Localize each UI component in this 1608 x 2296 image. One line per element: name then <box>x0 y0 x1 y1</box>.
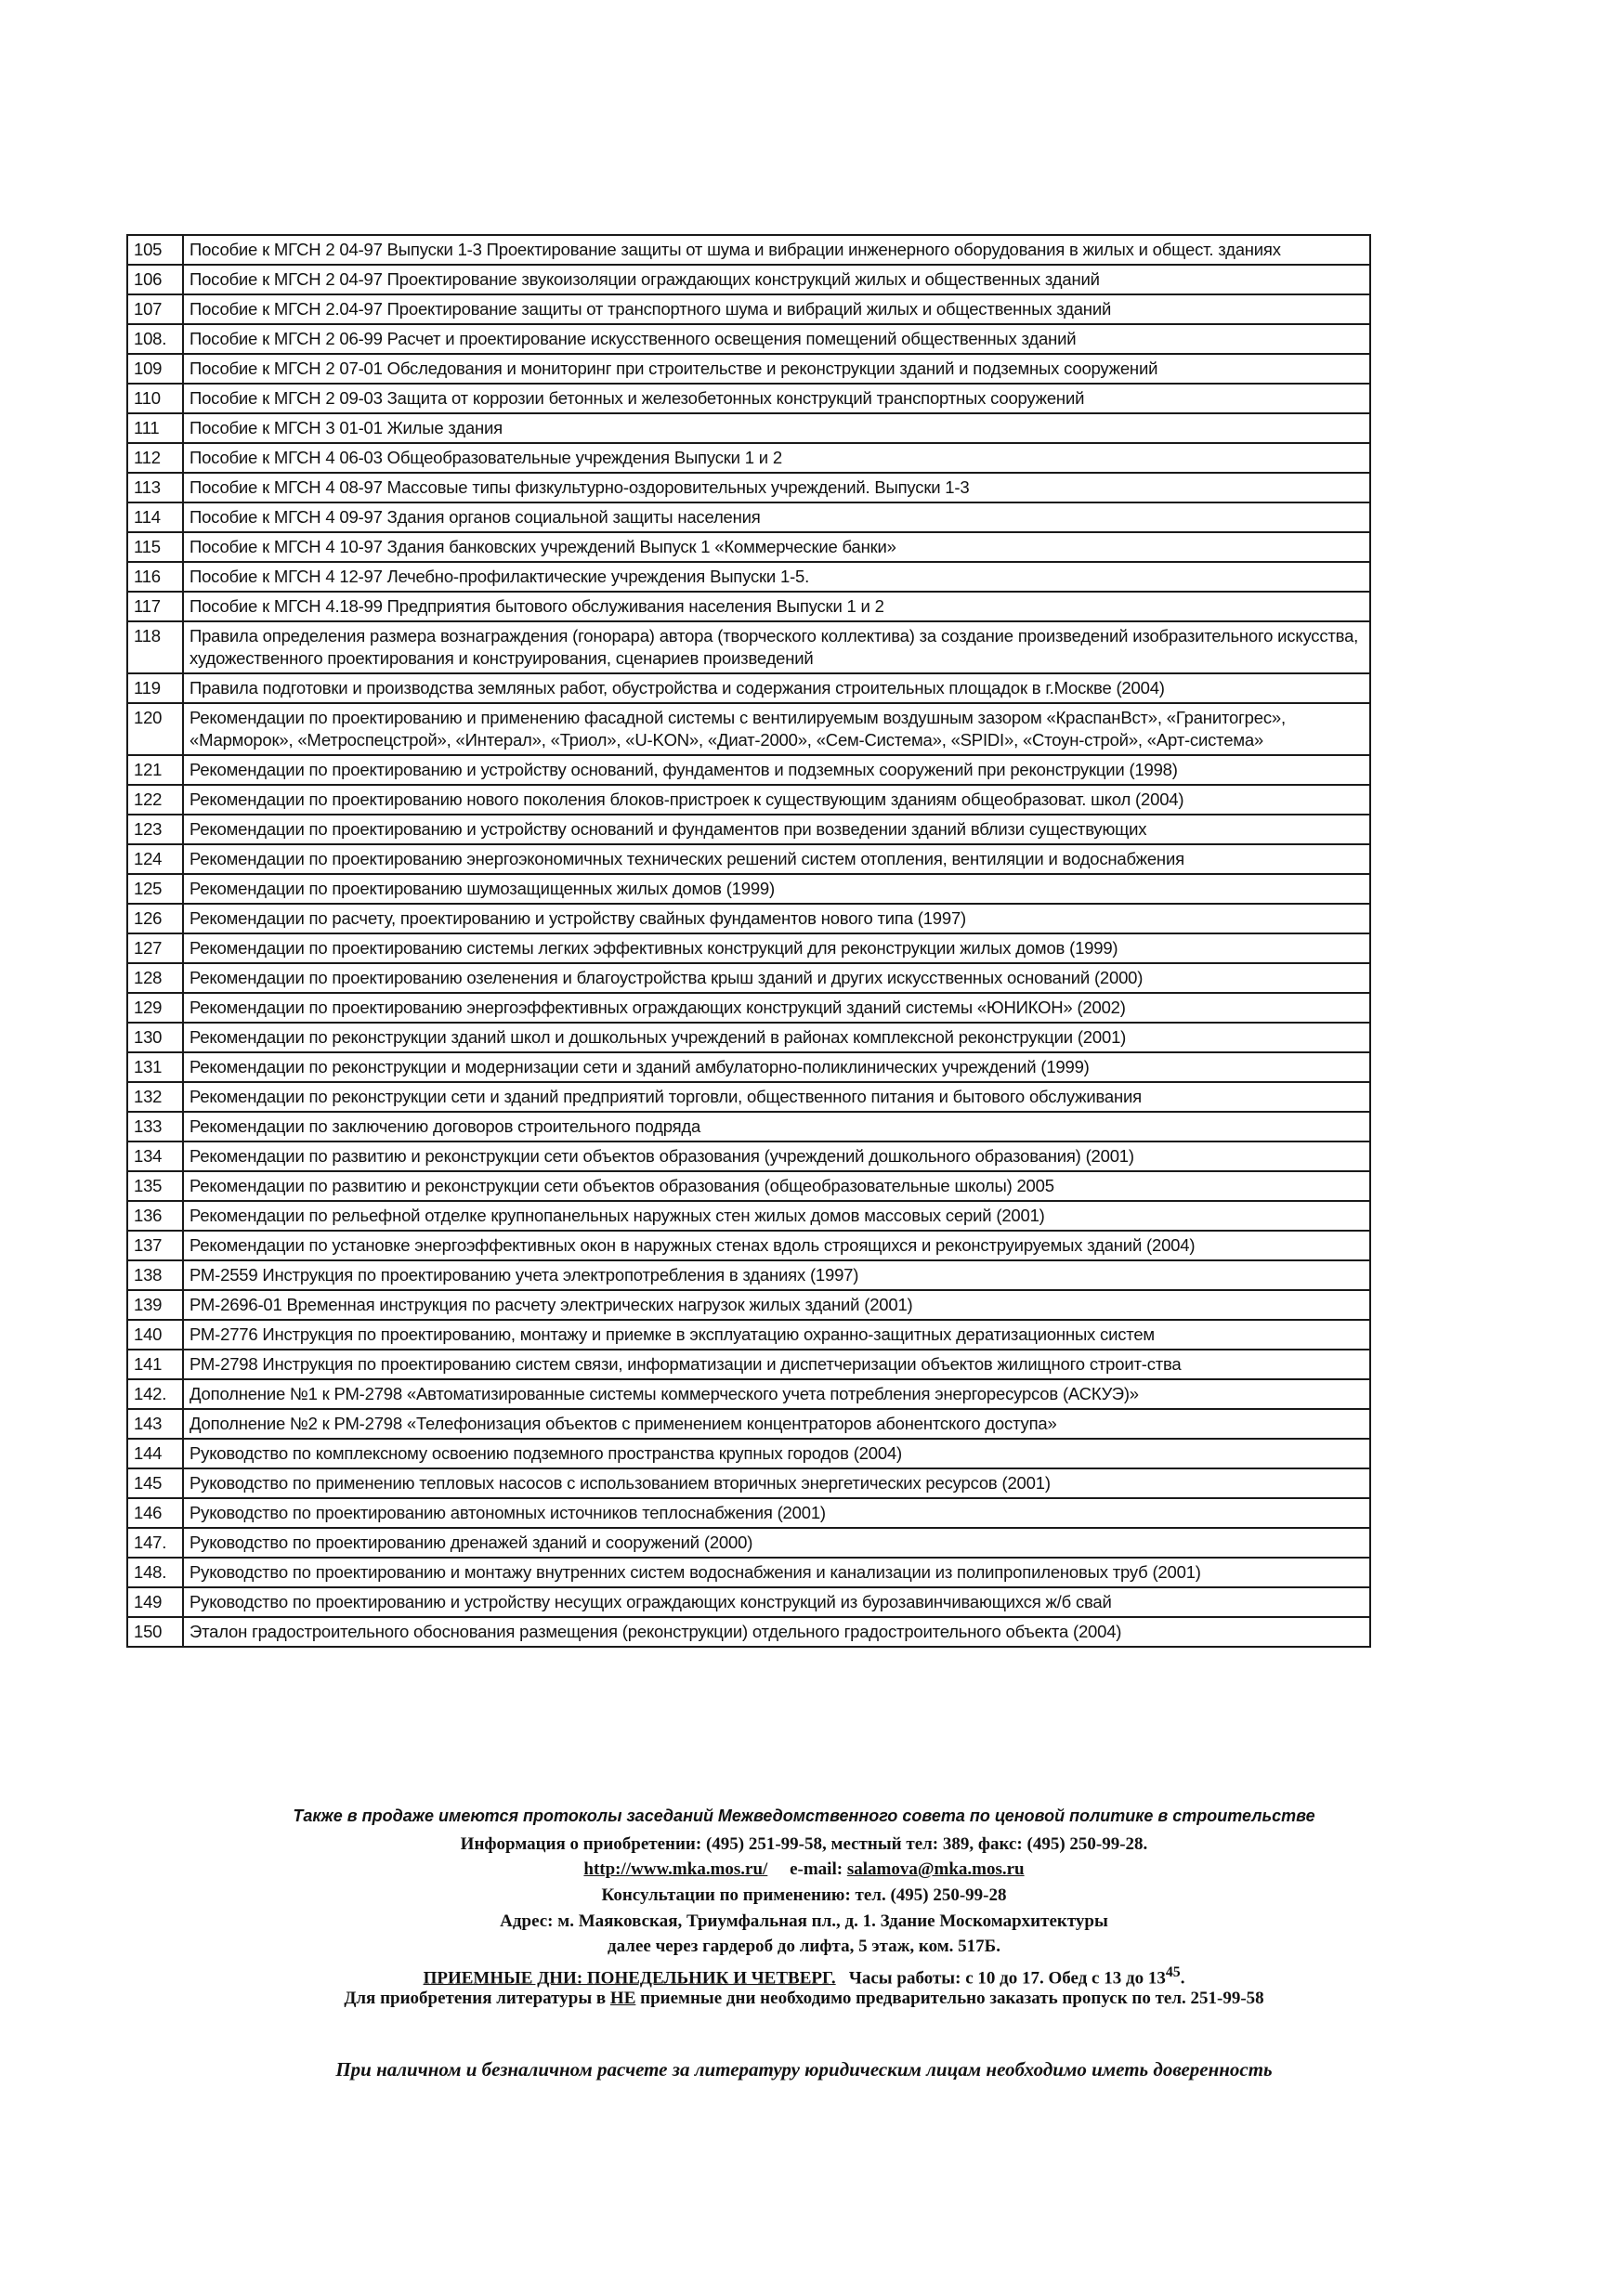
row-title: РМ-2776 Инструкция по проектированию, монтажу и приемке в эксплуатацию охранно-защитных дератизационных систем <box>183 1320 1370 1350</box>
reception-days: ПРИЕМНЫЕ ДНИ: ПОНЕДЕЛЬНИК И ЧЕТВЕРГ. <box>423 1968 836 1989</box>
row-title: Рекомендации по проектированию и устройству оснований и фундаментов при возведении зданий вблизи существующих <box>183 815 1370 844</box>
table-row <box>127 673 1370 703</box>
table-row <box>127 1617 1370 1647</box>
row-number: 144 <box>127 1439 183 1468</box>
row-title: Пособие к МГСН 2 04-97 Выпуски 1-3 Проектирование защиты от шума и вибрации инженерного оборудования в жилых и общест. зданиях <box>183 235 1370 265</box>
row-number: 143 <box>127 1409 183 1439</box>
table-row <box>127 1112 1370 1141</box>
row-number: 120 <box>127 703 183 755</box>
row-number: 145 <box>127 1468 183 1498</box>
table-row <box>127 1141 1370 1171</box>
table-row <box>127 1558 1370 1587</box>
row-number: 128 <box>127 963 183 993</box>
row-number: 121 <box>127 755 183 785</box>
table-row <box>127 354 1370 384</box>
table-row <box>127 592 1370 621</box>
table-row <box>127 235 1370 265</box>
row-number: 142. <box>127 1379 183 1409</box>
table-row <box>127 1260 1370 1290</box>
row-number: 134 <box>127 1141 183 1171</box>
row-title: Рекомендации по проектированию энергоэкономичных технических решений систем отопления, вентиляции и водоснабжения <box>183 844 1370 874</box>
email-link[interactable]: salamova@mka.mos.ru <box>846 1859 1025 1879</box>
row-title: Пособие к МГСН 4 10-97 Здания банковских учреждений Выпуск 1 «Коммерческие банки» <box>183 532 1370 562</box>
row-number: 126 <box>127 904 183 933</box>
row-number: 107 <box>127 294 183 324</box>
reception-line: ПРИЕМНЫЕ ДНИ: ПОНЕДЕЛЬНИК И ЧЕТВЕРГ. Часы работы: с 10 до 17. Обед с 13 до $13^{45}$. <box>423 1964 1185 1989</box>
row-number: 118 <box>127 621 183 673</box>
table-row <box>127 1320 1370 1350</box>
row-title: Правила подготовки и производства земляных работ, обустройства и содержания строительных площадок в г.Москве (2004) <box>183 673 1370 703</box>
table-row <box>127 1587 1370 1617</box>
row-number: 137 <box>127 1231 183 1260</box>
row-title: Пособие к МГСН 4 06-03 Общеобразовательные учреждения Выпуски 1 и 2 <box>183 443 1370 473</box>
row-title: Дополнение №1 к РМ-2798 «Автоматизированные системы коммерческого учета потребления энергоресурсов (АСКУЭ)» <box>183 1379 1370 1409</box>
table-row <box>127 1528 1370 1558</box>
row-title: Руководство по проектированию и устройству несущих ограждающих конструкций из бурозавинчивающихся ж/б свай <box>183 1587 1370 1617</box>
sale-note: Также в продаже имеются протоколы заседаний Межведомственного совета по ценовой политике в строительстве <box>293 1807 1315 1825</box>
table-row <box>127 703 1370 755</box>
publications-table <box>126 234 1371 1648</box>
table-row <box>127 1468 1370 1498</box>
row-number: 110 <box>127 384 183 413</box>
table-row <box>127 844 1370 874</box>
table-row <box>127 562 1370 592</box>
row-number: 115 <box>127 532 183 562</box>
row-title: Пособие к МГСН 4.18-99 Предприятия бытового обслуживания населения Выпуски 1 и 2 <box>183 592 1370 621</box>
table-row <box>127 933 1370 963</box>
table-row <box>127 1350 1370 1379</box>
row-title: РМ-2696-01 Временная инструкция по расчету электрических нагрузок жилых зданий (2001) <box>183 1290 1370 1320</box>
row-title: Рекомендации по реконструкции зданий школ и дошкольных учреждений в районах комплексной реконструкции (2001) <box>183 1023 1370 1052</box>
row-title: Руководство по проектированию и монтажу внутренних систем водоснабжения и канализации из полипропиленовых труб (2001) <box>183 1558 1370 1587</box>
row-title: Пособие к МГСН 2 09-03 Защита от коррозии бетонных и железобетонных конструкций транспортных сооружений <box>183 384 1370 413</box>
table-row <box>127 413 1370 443</box>
row-title: Рекомендации по проектированию системы легких эффективных конструкций для реконструкции жилых домов (1999) <box>183 933 1370 963</box>
row-number: 150 <box>127 1617 183 1647</box>
row-number: 133 <box>127 1112 183 1141</box>
row-title: Пособие к МГСН 2 06-99 Расчет и проектирование искусственного освещения помещений общественных зданий <box>183 324 1370 354</box>
row-number: 139 <box>127 1290 183 1320</box>
row-title: Рекомендации по расчету, проектированию и устройству свайных фундаментов нового типа (1997) <box>183 904 1370 933</box>
row-title: Пособие к МГСН 3 01-01 Жилые здания <box>183 413 1370 443</box>
row-number: 106 <box>127 265 183 294</box>
row-number: 131 <box>127 1052 183 1082</box>
row-number: 146 <box>127 1498 183 1528</box>
row-title: Пособие к МГСН 4 08-97 Массовые типы физкультурно-оздоровительных учреждений. Выпуски 1-3 <box>183 473 1370 502</box>
row-title: Рекомендации по рельефной отделке крупнопанельных наружных стен жилых домов массовых серий (2001) <box>183 1201 1370 1231</box>
row-title: Рекомендации по заключению договоров строительного подряда <box>183 1112 1370 1141</box>
row-title: Пособие к МГСН 2.04-97 Проектирование защиты от транспортного шума и вибраций жилых и общественных зданий <box>183 294 1370 324</box>
row-number: 123 <box>127 815 183 844</box>
table-row <box>127 1171 1370 1201</box>
row-number: 116 <box>127 562 183 592</box>
row-title: Пособие к МГСН 4 09-97 Здания органов социальной защиты населения <box>183 502 1370 532</box>
table-row <box>127 473 1370 502</box>
row-number: 105 <box>127 235 183 265</box>
table-body <box>127 235 1370 1647</box>
row-number: 141 <box>127 1350 183 1379</box>
table-row <box>127 904 1370 933</box>
row-title: Рекомендации по установке энергоэффективных окон в наружных стенах вдоль строящихся и реконструируемых зданий (2004) <box>183 1231 1370 1260</box>
directions-line: далее через гардероб до лифта, 5 этаж, ком. 517Б. <box>608 1937 1000 1956</box>
row-number: 132 <box>127 1082 183 1112</box>
row-title: Руководство по проектированию дренажей зданий и сооружений (2000) <box>183 1528 1370 1558</box>
row-title: Руководство по проектированию автономных источников теплоснабжения (2001) <box>183 1498 1370 1528</box>
row-number: 148. <box>127 1558 183 1587</box>
row-title: Рекомендации по развитию и реконструкции сети объектов образования (учреждений дошкольного образования) (2001) <box>183 1141 1370 1171</box>
row-number: 111 <box>127 413 183 443</box>
table-row <box>127 1379 1370 1409</box>
row-title: Рекомендации по реконструкции сети и зданий предприятий торговли, общественного питания и бытового обслуживания <box>183 1082 1370 1112</box>
row-title: Рекомендации по реконструкции и модернизации сети и зданий амбулаторно-поликлинических учреждений (1999) <box>183 1052 1370 1082</box>
table-row <box>127 1023 1370 1052</box>
order-ne: НЕ <box>609 1989 636 2008</box>
row-title: РМ-2559 Инструкция по проектированию учета электропотребления в зданиях (1997) <box>183 1260 1370 1290</box>
row-title: Рекомендации по проектированию и устройству оснований, фундаментов и подземных сооружений при реконструкции (1998) <box>183 755 1370 785</box>
table-row <box>127 1290 1370 1320</box>
row-number: 119 <box>127 673 183 703</box>
order-pre: Для приобретения литературы в <box>344 1989 607 2008</box>
table-row <box>127 1052 1370 1082</box>
table-row <box>127 265 1370 294</box>
table-row <box>127 1231 1370 1260</box>
table-row <box>127 1439 1370 1468</box>
row-number: 122 <box>127 785 183 815</box>
row-number: 117 <box>127 592 183 621</box>
row-title: Рекомендации по проектированию озеленения и благоустройства крыш зданий и других искусственных оснований (2000) <box>183 963 1370 993</box>
row-number: 109 <box>127 354 183 384</box>
table-row <box>127 785 1370 815</box>
row-number: 112 <box>127 443 183 473</box>
table-row <box>127 1498 1370 1528</box>
table-row <box>127 874 1370 904</box>
row-title: Рекомендации по проектированию энергоэффективных ограждающих конструкций зданий системы «ЮНИКОН» (2002) <box>183 993 1370 1023</box>
row-title: Правила определения размера вознаграждения (гонорара) автора (творческого коллектива) за создание произведений изобразительного искусства, художественного проектирования и конструирования, сценариев произведений <box>183 621 1370 673</box>
table-row <box>127 815 1370 844</box>
row-number: 108. <box>127 324 183 354</box>
row-number: 125 <box>127 874 183 904</box>
row-number: 135 <box>127 1171 183 1201</box>
table-row <box>127 294 1370 324</box>
order-post: приемные дни необходимо предварительно заказать пропуск по тел. 251-99-58 <box>640 1989 1264 2008</box>
row-title: Пособие к МГСН 4 12-97 Лечебно-профилактические учреждения Выпуски 1-5. <box>183 562 1370 592</box>
row-number: 130 <box>127 1023 183 1052</box>
table-row <box>127 993 1370 1023</box>
working-hours-sup: 45 <box>1165 1964 1181 1980</box>
row-number: 140 <box>127 1320 183 1350</box>
row-number: 113 <box>127 473 183 502</box>
consult-line: Консультации по применению: тел. (495) 250-99-28 <box>601 1885 1007 1905</box>
website-link[interactable]: http://www.mka.mos.ru/ <box>583 1859 768 1879</box>
table-row <box>127 443 1370 473</box>
table-row <box>127 502 1370 532</box>
row-title: Руководство по комплексному освоению подземного пространства крупных городов (2004) <box>183 1439 1370 1468</box>
row-title: Пособие к МГСН 2 04-97 Проектирование звукоизоляции ограждающих конструкций жилых и общественных зданий <box>183 265 1370 294</box>
row-number: 136 <box>127 1201 183 1231</box>
row-number: 149 <box>127 1587 183 1617</box>
table-row <box>127 621 1370 673</box>
table-row <box>127 384 1370 413</box>
row-number: 124 <box>127 844 183 874</box>
row-number: 114 <box>127 502 183 532</box>
row-number: 127 <box>127 933 183 963</box>
trust-note: При наличном и безналичном расчете за литературу юридическим лицам необходимо иметь доверенность <box>335 2058 1273 2081</box>
table-row <box>127 324 1370 354</box>
row-title: Эталон градостроительного обоснования размещения (реконструкции) отдельного градостроительного объекта (2004) <box>183 1617 1370 1647</box>
row-number: 129 <box>127 993 183 1023</box>
row-number: 138 <box>127 1260 183 1290</box>
email-label: e-mail: <box>790 1859 843 1879</box>
table-row <box>127 963 1370 993</box>
table-row <box>127 1082 1370 1112</box>
order-line <box>0 1986 1608 2011</box>
row-title: Пособие к МГСН 2 07-01 Обследования и мониторинг при строительстве и реконструкции зданий и подземных сооружений <box>183 354 1370 384</box>
row-number: 147. <box>127 1528 183 1558</box>
table-row <box>127 532 1370 562</box>
row-title: РМ-2798 Инструкция по проектированию систем связи, информатизации и диспетчеризации объектов жилищного строит-ства <box>183 1350 1370 1379</box>
row-title: Рекомендации по проектированию и применению фасадной системы с вентилируемым воздушным зазором «КраспанВст», «Гранитогрес», «Марморок», «Метроспецстрой», «Интерал», «Триол», «U-KON», «Диат-2000», «Сем-Система», «SPIDI», «Стоун-строй», «Арт-система» <box>183 703 1370 755</box>
address-line: Адрес: м. Маяковская, Триумфальная пл., д. 1. Здание Москомархитектуры <box>500 1911 1108 1931</box>
table-row <box>127 1201 1370 1231</box>
working-hours: Часы работы: с 10 до 17. Обед с 13 до 13 <box>848 1968 1166 1989</box>
row-title: Рекомендации по развитию и реконструкции сети объектов образования (общеобразовательные школы) 2005 <box>183 1171 1370 1201</box>
contacts-line <box>0 1857 1608 1882</box>
row-title: Рекомендации по проектированию шумозащищенных жилых домов (1999) <box>183 874 1370 904</box>
row-title: Дополнение №2 к РМ-2798 «Телефонизация объектов с применением концентраторов абонентского доступа» <box>183 1409 1370 1439</box>
row-title: Рекомендации по проектированию нового поколения блоков-пристроек к существующим зданиям общеобразоват. школ (2004) <box>183 785 1370 815</box>
purchase-info: Информация о приобретении: (495) 251-99-58, местный тел: 389, факс: (495) 250-99-28. <box>460 1834 1148 1854</box>
row-title: Руководство по применению тепловых насосов с использованием вторичных энергетических ресурсов (2001) <box>183 1468 1370 1498</box>
table-row <box>127 1409 1370 1439</box>
table-row <box>127 755 1370 785</box>
